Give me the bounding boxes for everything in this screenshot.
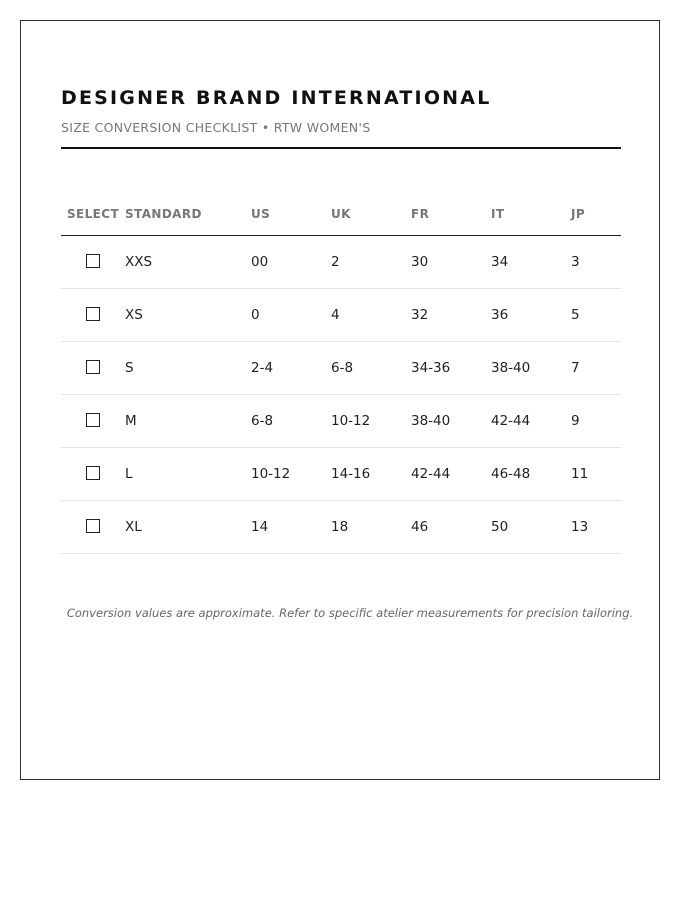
cell-jp: 7 — [571, 342, 621, 395]
table-row — [61, 501, 621, 554]
cell-it: 46-48 — [491, 448, 571, 501]
column-header-jp: JP — [571, 193, 621, 236]
cell-uk: 4 — [331, 289, 411, 342]
cell-uk: 10-12 — [331, 395, 411, 448]
column-header-uk: UK — [331, 193, 411, 236]
cell-uk: 6-8 — [331, 342, 411, 395]
cell-it: 50 — [491, 501, 571, 554]
cell-standard: XS — [125, 289, 251, 342]
cell-fr: 46 — [411, 501, 491, 554]
column-header-standard: STANDARD — [125, 193, 251, 236]
cell-jp: 3 — [571, 236, 621, 289]
cell-jp: 9 — [571, 395, 621, 448]
cell-uk: 14-16 — [331, 448, 411, 501]
table-row — [61, 395, 621, 448]
select-checkbox[interactable] — [86, 254, 100, 268]
cell-jp: 13 — [571, 501, 621, 554]
cell-us: 14 — [251, 501, 331, 554]
column-header-select: SELECT — [61, 193, 125, 236]
cell-it: 36 — [491, 289, 571, 342]
cell-us: 0 — [251, 289, 331, 342]
cell-fr: 32 — [411, 289, 491, 342]
cell-us: 2-4 — [251, 342, 331, 395]
cell-it: 34 — [491, 236, 571, 289]
cell-uk: 18 — [331, 501, 411, 554]
cell-uk: 2 — [331, 236, 411, 289]
cell-jp: 11 — [571, 448, 621, 501]
column-header-it: IT — [491, 193, 571, 236]
select-checkbox[interactable] — [86, 360, 100, 374]
cell-standard: M — [125, 395, 251, 448]
cell-standard: XL — [125, 501, 251, 554]
disclaimer-footnote: Conversion values are approximate. Refer to specific atelier measurements for precision tailoring. — [66, 606, 634, 620]
cell-us: 10-12 — [251, 448, 331, 501]
cell-fr: 30 — [411, 236, 491, 289]
select-checkbox[interactable] — [86, 519, 100, 533]
table-header-row — [61, 193, 621, 236]
select-checkbox[interactable] — [86, 466, 100, 480]
select-checkbox[interactable] — [86, 413, 100, 427]
size-chart-card — [20, 20, 660, 780]
cell-it: 38-40 — [491, 342, 571, 395]
cell-standard: S — [125, 342, 251, 395]
size-conversion-table — [61, 193, 621, 554]
chart-subtitle: SIZE CONVERSION CHECKLIST • RTW WOMEN'S — [61, 120, 371, 135]
header-divider — [61, 147, 621, 149]
table-row — [61, 289, 621, 342]
cell-it: 42-44 — [491, 395, 571, 448]
cell-fr: 34-36 — [411, 342, 491, 395]
column-header-fr: FR — [411, 193, 491, 236]
table-row — [61, 236, 621, 289]
cell-us: 00 — [251, 236, 331, 289]
column-header-us: US — [251, 193, 331, 236]
select-checkbox[interactable] — [86, 307, 100, 321]
table-row — [61, 448, 621, 501]
cell-fr: 38-40 — [411, 395, 491, 448]
cell-jp: 5 — [571, 289, 621, 342]
cell-fr: 42-44 — [411, 448, 491, 501]
table-row — [61, 342, 621, 395]
cell-standard: XXS — [125, 236, 251, 289]
brand-title: DESIGNER BRAND INTERNATIONAL — [61, 87, 492, 109]
cell-us: 6-8 — [251, 395, 331, 448]
cell-standard: L — [125, 448, 251, 501]
